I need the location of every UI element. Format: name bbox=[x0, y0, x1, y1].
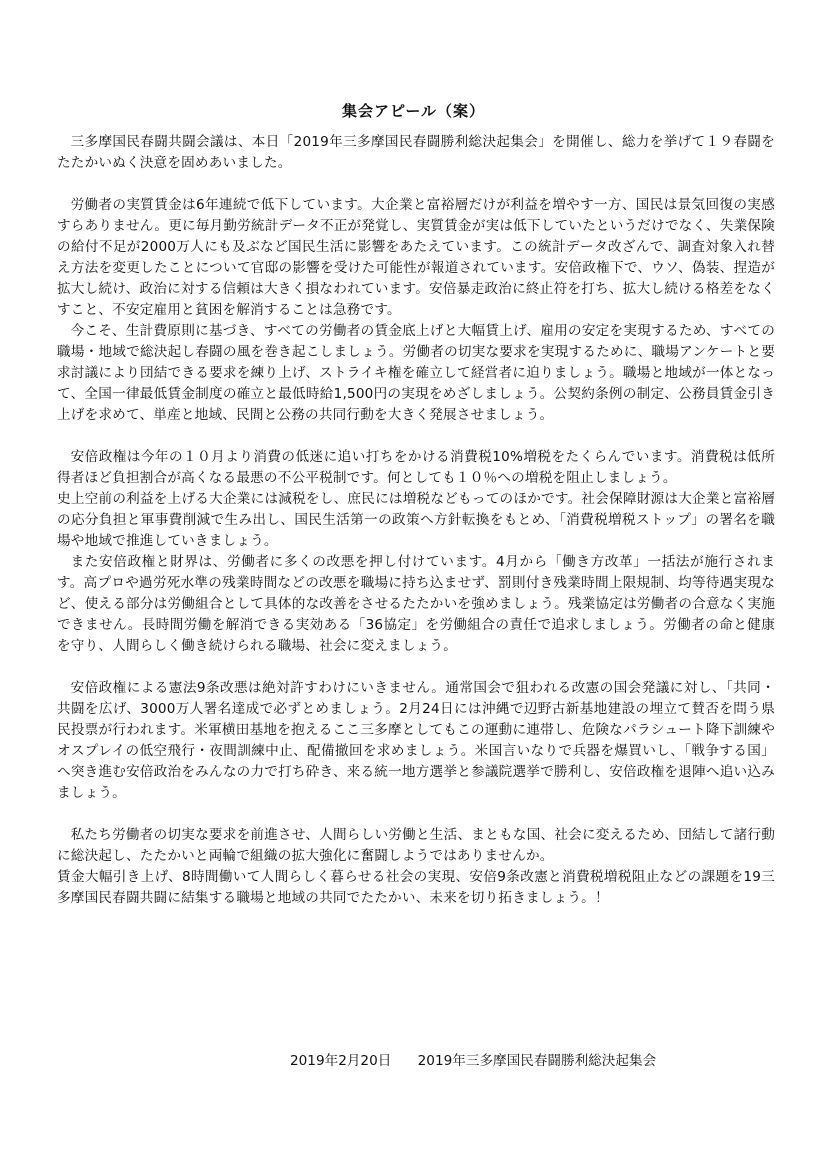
signature-date: 2019年2月20日 bbox=[290, 1053, 392, 1069]
paragraph-spacer bbox=[57, 804, 775, 825]
document-title: 集会アピール（案） bbox=[341, 102, 486, 120]
paragraph-consumption-tax: 安倍政権は今年の１０月より消費の低迷に追い打ちをかける消費税10%増税をたくらんでいます。消費税は低所得者ほど負担割合が高くなる最悪の不公平税制です。何としても１０％への増税を阻止しましょう。 bbox=[57, 449, 775, 486]
paragraph-spacer bbox=[57, 174, 775, 195]
paragraph-intro: 三多摩国民春闘共闘会議は、本日「2019年三多摩国民春闘勝利総決起集会」を開催し、総力を挙げて１９春闘をたたかいぬく決意を固めあいました。 bbox=[57, 134, 775, 171]
paragraph-spacer bbox=[57, 657, 775, 678]
paragraph-call-to-action: 私たち労働者の切実な要求を前進させ、人間らしい労働と生活、まともな国、社会に変えるため、団結して諸行動に総決起し、たたかいと両輪で組織の拡大強化に奮闘しようではありませんか。 bbox=[57, 827, 775, 864]
paragraph-tax-policy: 史上空前の利益を上げる大企業には減税をし、庶民には増税などもってのほかです。社会保障財源は大企業と富裕層の応分負担と軍事費削減で生み出し、国民生活第一の政策へ方針転換をもとめ、「消費税増税ストップ」の署名を職場や地域で推進していきましょう。 bbox=[57, 491, 775, 549]
paragraph-work-reform: また安倍政権と財界は、労働者に多くの改悪を押し付けています。4月から「働き方改革」一括法が施行されます。高プロや過労死水準の残業時間などの改悪を職場に持ち込ませず、罰則付き残業時間上限規制、均等待遇実現など、使える部分は労働組合として具体的な改善をさせるたたかいを強めましょう。残業協定は労働者の合意なく実施できません。長時間労働を解消できる実効ある「36協定」を労働組合の責任で追求しましょう。労働者の命と健康を守り、人間らしく働き続けられる職場、社会に変えましょう。 bbox=[57, 554, 775, 654]
signature-organization: 2019年三多摩国民春闘勝利総決起集会 bbox=[417, 1053, 657, 1069]
document-body bbox=[57, 132, 775, 909]
signature-line bbox=[290, 1051, 750, 1072]
paragraph-constitution: 安倍政権による憲法9条改悪は絶対許すわけにいきません。通常国会で狙われる改憲の国会発議に対し、｢共同・共闘を広げ、3000万人署名達成で必ずとめましょう。2月24日には沖縄で辺野古新基地建設の埋立て賛否を問う県民投票が行われます。米軍横田基地を抱えるここ三多摩としてもこの運動に連帯し、危険なパラシュート降下訓練やオスプレイの低空飛行・夜間訓練中止、配備撤回を求めましょう。米国言いなりで兵器を爆買いし、「戦争する国」へ突き進む安倍政治をみんなの力で打ち砕き、来る統一地方選挙と参議院選挙で勝利し、安倍政権を退陣へ追い込みましょう。 bbox=[57, 680, 775, 801]
paragraph-wages: 労働者の実質賃金は6年連続で低下しています。大企業と富裕層だけが利益を増やす一方、国民は景気回復の実感すらありません。更に毎月勤労統計データ不正が発覚し、実質賃金が実は低下していたというだけでなく、失業保険の給付不足が2000万人にも及ぶなど国民生活に影響をあたえています。この統計データ改ざんで、調査対象入れ替え方法を変更したことについて官邸の影響を受けた可能性が報道されています。安倍政権下で、ウソ、偽装、捏造が拡大し続け、政治に対する信頼は大きく損なわれています。安倍暴走政治に終止符を打ち、拡大し続ける格差をなくすこと、不安定雇用と貧困を解消することは急務です。 bbox=[57, 197, 775, 318]
paragraph-spacer bbox=[57, 426, 775, 447]
paragraph-closing: 賃金大幅引き上げ、8時間働いて人間らしく暮らせる社会の実現、安倍9条改憲と消費税増税阻止などの課題を19三多摩国民春闘共闘に結集する職場と地域の共同でたたかい、未来を切り拓きましょう。！ bbox=[57, 869, 775, 906]
paragraph-spring-offensive: 今こそ、生計費原則に基づき、すべての労働者の賃金底上げと大幅賃上げ、雇用の安定を実現するため、すべての職場・地域で総決起し春闘の風を巻き起こしましょう。労働者の切実な要求を実現するために、職場アンケートと要求討議により団結できる要求を練り上げ、ストライキ権を確立して経営者に迫りましょう。職場と地域が一体となって、全国一律最低賃金制度の確立と最低時給1,500円の実現をめざしましょう。公契約条例の制定、公務員賃金引き上げを求めて、単産と地域、民間と公務の共同行動を大きく発展させましょう。 bbox=[57, 323, 775, 423]
